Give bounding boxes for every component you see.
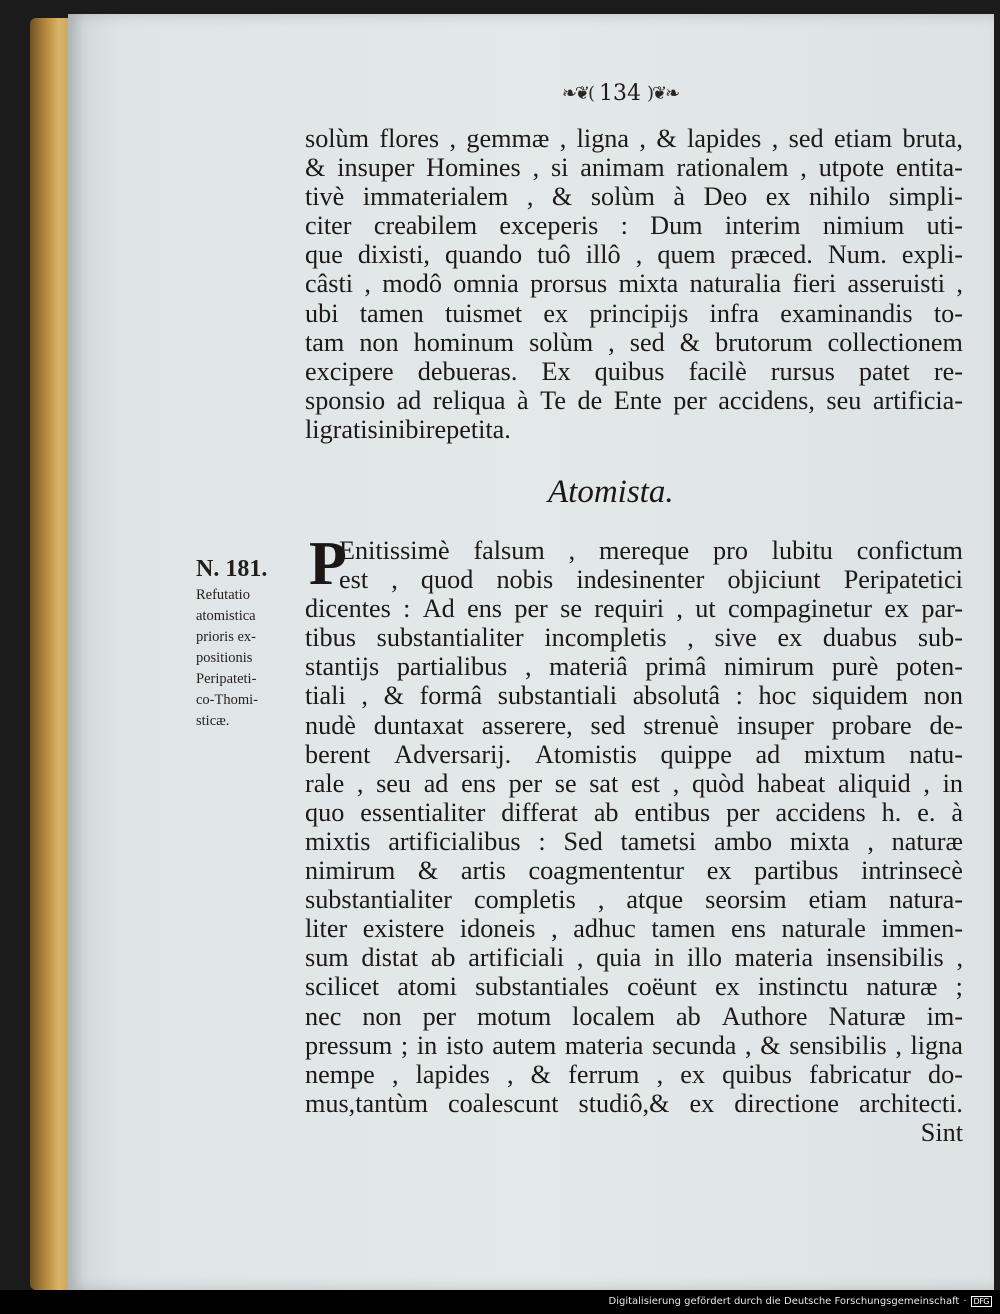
margin-note-line: positionis <box>196 650 253 666</box>
text-line: dicentes : Ad ens per se requiri , ut compaginetur ex par- <box>305 594 963 624</box>
text-line: solùm flores , gemmæ , ligna , & lapides , sed etiam bruta, <box>305 124 963 153</box>
margin-note-text <box>196 585 296 732</box>
footer-credit-text: Digitalisierung gefördert durch die Deutsche Forschungsgemeinschaft <box>608 1296 960 1307</box>
header-ornament-right: )❦❧ <box>647 82 679 104</box>
drop-cap: P <box>309 530 347 598</box>
text-line: mus,tantùm coalescunt studiô,& ex directione architecti. <box>305 1088 963 1118</box>
text-line: sum distat ab artificiali , quia in illo materia insensibilis , <box>305 943 963 973</box>
text-line: pressum ; in isto autem materia secunda , & sensibilis , ligna <box>305 1030 963 1060</box>
text-line: rale , seu ad ens per se sat est , quòd habeat aliquid , in <box>305 768 963 798</box>
text-line: scilicet atomi substantiales coëunt ex instinctu naturæ ; <box>305 972 963 1002</box>
text-line: tam non hominum solùm , sed & brutorum collectionem <box>305 327 963 357</box>
text-line: & insuper Homines , si animam rationalem , utpote entita- <box>305 153 963 183</box>
text-line: li gratis inibi repetita. <box>305 414 511 444</box>
text-line: sponsio ad reliqua à Te de Ente per accidens, seu artificia- <box>305 385 963 415</box>
text-line: Enitissimè falsum , mereque pro lubitu confictum <box>339 536 963 565</box>
text-line: excipere debueras. Ex quibus facilè rursus patet re- <box>305 356 963 386</box>
text-line: que dixisti, quando tuô illô , quem præced. Num. expli- <box>305 240 963 270</box>
margin-note-line: prioris ex- <box>196 629 256 645</box>
text-line: nempe , lapides , & ferrum , ex quibus fabricatur do- <box>305 1059 963 1089</box>
margin-note-line: sticæ. <box>196 713 230 729</box>
margin-note <box>196 556 296 732</box>
section-heading: Atomista. <box>548 474 674 510</box>
margin-note-line: co-Thomi- <box>196 692 259 708</box>
text-line: stantijs partialibus , materiâ primâ nimirum purè poten- <box>305 652 963 682</box>
paragraph-2 <box>305 530 963 1147</box>
margin-note-line: Refutatio <box>196 587 250 603</box>
margin-note-line: Peripateti- <box>196 671 257 687</box>
header-ornament-left: ❧❦( <box>561 82 593 104</box>
text-line: substantialiter completis , atque seorsim etiam natura- <box>305 885 963 915</box>
page-header <box>500 78 740 108</box>
text-line: nimirum & artis coagmententur ex partibus intrinsecè <box>305 856 963 886</box>
text-line: est , quod nobis indesinenter objiciunt Peripatetici <box>339 565 963 595</box>
text-line: tibus substantialiter incompletis , sive ex duabus sub- <box>305 623 963 653</box>
page-number: 134 <box>599 80 641 106</box>
text-line: ubi tamen tuismet ex principijs infra examinandis to- <box>305 298 963 328</box>
text-line: nec non per motum localem ab Authore Naturæ im- <box>305 1001 963 1031</box>
text-line: tiali , & formâ substantiali absolutâ : hoc siquidem non <box>305 681 963 711</box>
dfg-logo: DFG <box>971 1296 992 1307</box>
text-line: liter existere idoneis , adhuc tamen ens naturale immen- <box>305 914 963 944</box>
text-line: nudè duntaxat asserere, sed strenuè insuper probare de- <box>305 710 963 740</box>
text-line: berent Adversarij. Atomistis quippe ad mixtum natu- <box>305 739 963 769</box>
catchword: Sint <box>920 1117 963 1147</box>
margin-note-line: atomistica <box>196 608 256 624</box>
margin-note-number: N. 181. <box>196 556 268 582</box>
footer-credit: Digitalisierung gefördert durch die Deutsche Forschungsgemeinschaft · DFG <box>609 1296 993 1307</box>
text-line: citer creabilem exceperis : Dum interim nimium uti- <box>305 211 963 241</box>
text-line: tivè immaterialem , & solùm à Deo ex nihilo simpli- <box>305 182 963 212</box>
paragraph-1 <box>305 124 963 444</box>
text-line: quo essentialiter differat ab entibus per accidens h. e. à <box>305 797 963 827</box>
text-line: câsti , modô omnia prorsus mixta naturalia fieri asseruisti , <box>305 269 963 299</box>
text-line: mixtis artificialibus : Sed tametsi ambo mixta , naturæ <box>305 826 963 856</box>
